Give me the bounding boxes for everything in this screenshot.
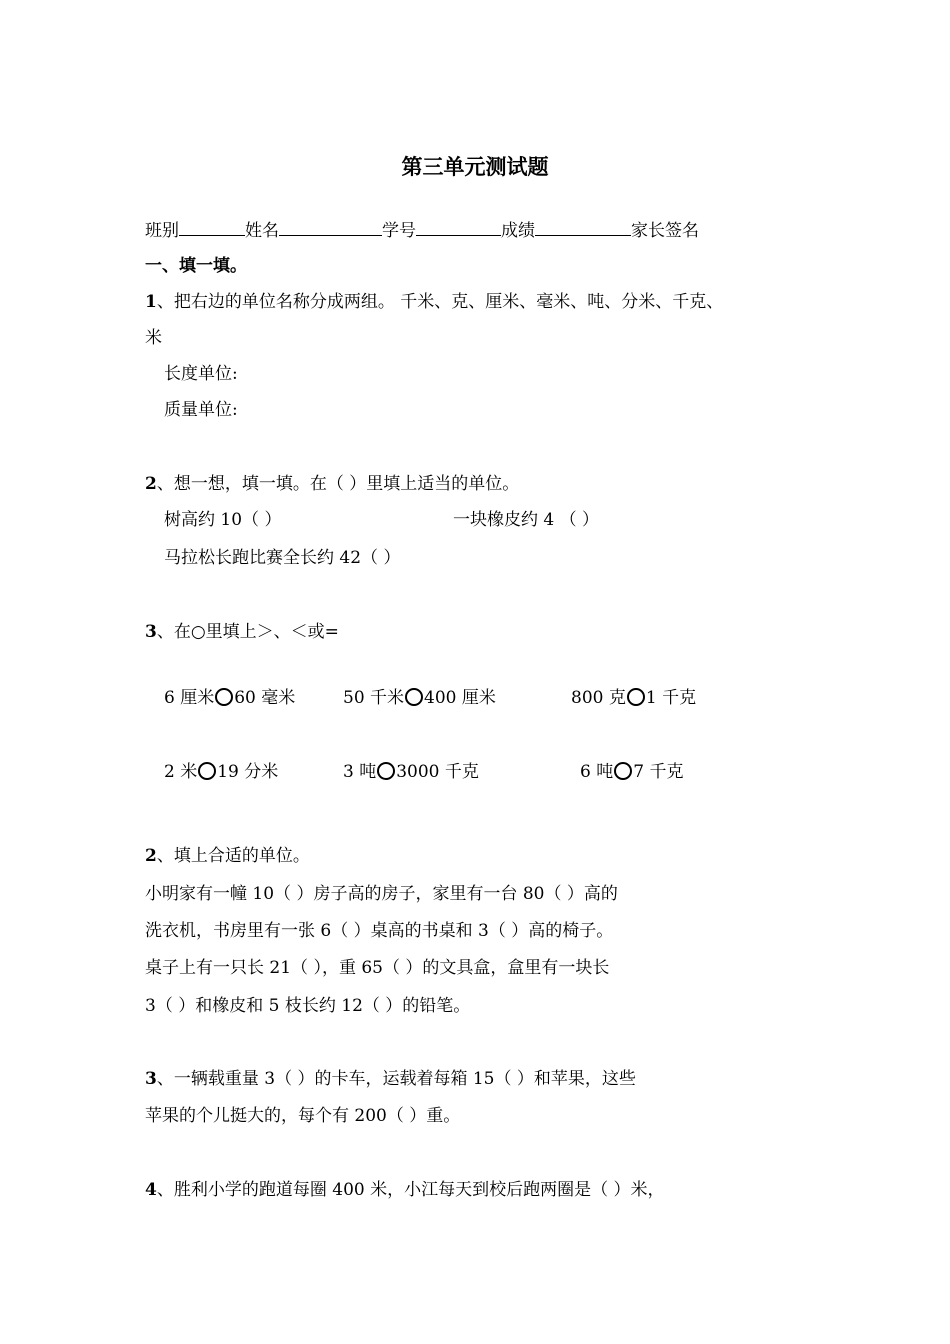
mass-units-label: 质量单位:: [164, 400, 238, 420]
compare-circle[interactable]: [405, 688, 423, 706]
question-2-line1: [145, 474, 519, 494]
compare-left: 3 吨: [343, 762, 377, 782]
student-info-line: [145, 219, 699, 241]
compare-left: 6 厘米: [164, 688, 215, 708]
question-text: 、在○里填上＞、＜或=: [156, 622, 339, 642]
paragraph-line: 小明家有一幢 10（ ）房子高的房子，家里有一台 80（ ）高的: [145, 884, 618, 904]
question-number: 2: [145, 474, 157, 494]
question-text: 、想一想，填一填。在（ ）里填上适当的单位。: [156, 474, 520, 494]
question-2-item-a: 树高约 10（ ）: [164, 510, 282, 530]
paragraph-line: 桌子上有一只长 21（ ），重 65（ ）的文具盒，盒里有一块长: [145, 958, 610, 978]
question-1-line1: [145, 292, 723, 312]
compare-right: 60 毫米: [234, 688, 296, 708]
question-4-line1: [145, 1180, 665, 1200]
compare-item: [164, 762, 278, 782]
page-title: 第三单元测试题: [401, 154, 549, 179]
compare-item: [571, 688, 696, 708]
compare-right: 1 千克: [645, 688, 697, 708]
question-text: 、填上合适的单位。: [156, 846, 310, 866]
compare-left: 800 克: [571, 688, 626, 708]
name-label: 姓名: [245, 221, 279, 241]
length-units-label: 长度单位:: [164, 364, 238, 384]
compare-circle[interactable]: [627, 688, 645, 706]
compare-circle[interactable]: [614, 762, 632, 780]
paragraph-line: 3（ ）和橡皮和 5 枝长约 12（ ）的铅笔。: [145, 996, 471, 1016]
question-number: 3: [145, 1069, 157, 1089]
question-3b-line1: [145, 1069, 636, 1089]
compare-item: [580, 762, 683, 782]
compare-item: [164, 688, 295, 708]
compare-left: 2 米: [164, 762, 198, 782]
compare-circle[interactable]: [215, 688, 233, 706]
student-id-blank[interactable]: [416, 219, 501, 236]
score-blank[interactable]: [535, 219, 631, 236]
compare-item: [343, 762, 479, 782]
section-heading: 一、填一填。: [145, 256, 247, 276]
question-2b-heading: [145, 846, 310, 866]
question-2-item-b: 一块橡皮约 4 （ ）: [453, 510, 600, 530]
compare-right: 19 分米: [217, 762, 279, 782]
question-number: 4: [145, 1180, 157, 1200]
paragraph-line: 洗衣机，书房里有一张 6（ ）桌高的书桌和 3（ ）高的椅子。: [145, 921, 614, 941]
name-blank[interactable]: [279, 219, 382, 236]
question-3b-line2: 苹果的个儿挺大的，每个有 200（ ）重。: [145, 1106, 461, 1126]
compare-right: 400 厘米: [424, 688, 496, 708]
compare-left: 6 吨: [580, 762, 614, 782]
question-1-line2: 米: [145, 328, 162, 348]
class-label: 班别: [145, 221, 179, 241]
compare-circle[interactable]: [198, 762, 216, 780]
parent-sign-label: 家长签名: [631, 221, 699, 241]
compare-item: [343, 688, 496, 708]
question-text: 、胜利小学的跑道每圈 400 米，小江每天到校后跑两圈是（ ）米，: [156, 1180, 665, 1200]
question-number: 3: [145, 622, 157, 642]
score-label: 成绩: [501, 221, 535, 241]
question-text: 、把右边的单位名称分成两组。 千米、克、厘米、毫米、吨、分米、千克、: [156, 292, 724, 312]
compare-right: 3000 千克: [396, 762, 479, 782]
compare-circle[interactable]: [377, 762, 395, 780]
question-2-item-c: 马拉松长跑比赛全长约 42（ ）: [164, 548, 401, 568]
question-number: 1: [145, 292, 157, 312]
question-3-line1: [145, 622, 339, 642]
class-blank[interactable]: [179, 219, 245, 236]
question-number: 2: [145, 846, 157, 866]
compare-right: 7 千克: [633, 762, 684, 782]
question-text: 、一辆载重量 3（ ）的卡车，运载着每箱 15（ ）和苹果，这些: [156, 1069, 636, 1089]
compare-left: 50 千米: [343, 688, 405, 708]
student-id-label: 学号: [382, 221, 416, 241]
